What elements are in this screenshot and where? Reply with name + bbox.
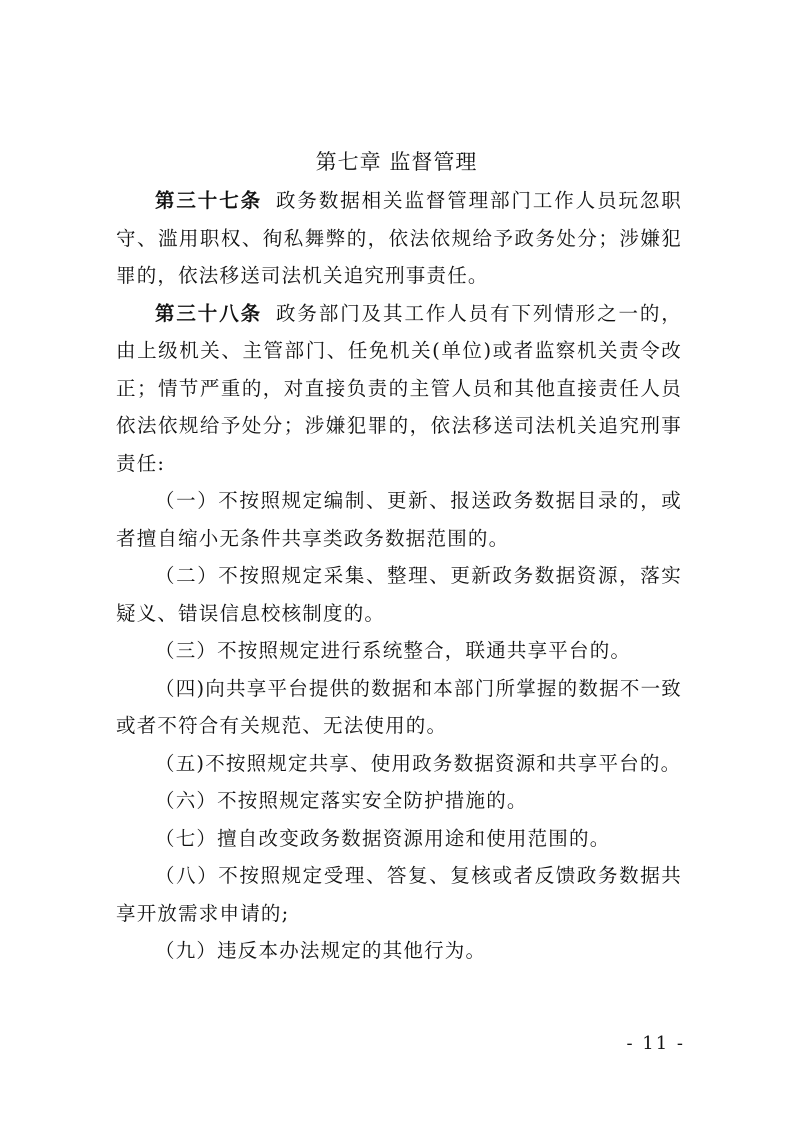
document-body xyxy=(116,182,682,970)
list-item-7: （七）擅自改变政务数据资源用途和使用范围的。 xyxy=(155,826,611,850)
list-item-8: （八）不按照规定受理、答复、复核或者反馈政务数据共享开放需求申请的; xyxy=(116,864,682,925)
list-item-2: （二）不按照规定采集、整理、更新政务数据资源，落实疑义、错误信息校核制度的。 xyxy=(116,564,682,625)
article-37-text: 政务数据相关监督管理部门工作人员玩忽职守、滥用职权、徇私舞弊的，依法依规给予政务处分；涉嫌犯罪的，依法移送司法机关追究刑事责任。 xyxy=(116,189,682,287)
page-number: - 11 - xyxy=(626,1033,685,1054)
list-item-9: （九）违反本办法规定的其他行为。 xyxy=(155,939,487,962)
article-38-text: 政务部门及其工作人员有下列情形之一的，由上级机关、主管部门、任免机关(单位)或者监察机关责令改正；情节严重的，对直接负责的主管人员和其他直接责任人员依法依规给予处分；涉嫌犯罪的，依法移送司法机关追究刑事责任: xyxy=(116,301,682,475)
chapter-title: 第七章 监督管理 xyxy=(315,150,478,174)
list-item-6: （六）不按照规定落实安全防护措施的。 xyxy=(155,789,528,812)
article-38-label: 第三十八条 xyxy=(155,301,263,325)
article-37 xyxy=(116,182,682,295)
list-item-1: （一）不按照规定编制、更新、报送政务数据目录的，或者擅自缩小无条件共享类政务数据范围的。 xyxy=(116,489,682,550)
list-item-3: （三）不按照规定进行系统整合，联通共享平台的。 xyxy=(155,639,632,662)
list-item-4: （四)向共享平台提供的数据和本部门所掌握的数据不一致或者不符合有关规范、无法使用的。 xyxy=(116,676,682,737)
article-37-label: 第三十七条 xyxy=(155,189,263,212)
list-item-5: （五)不按照规定共享、使用政务数据资源和共享平台的。 xyxy=(155,751,682,775)
article-38 xyxy=(116,295,682,483)
